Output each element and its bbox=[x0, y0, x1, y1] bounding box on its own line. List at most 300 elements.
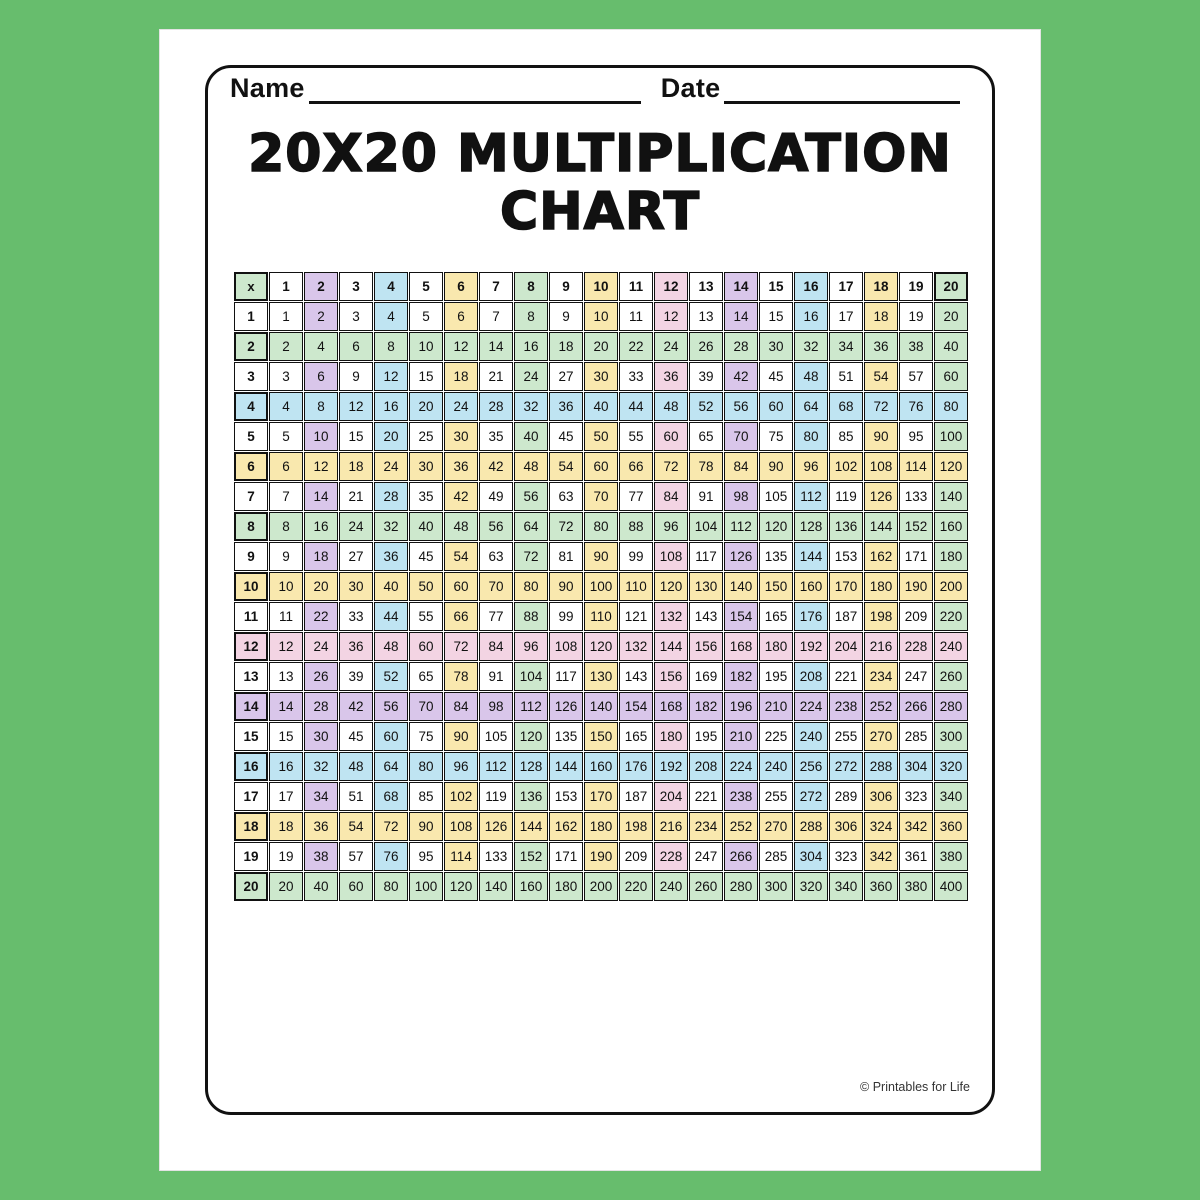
corner-cell: x bbox=[234, 272, 268, 301]
cell-13x16: 208 bbox=[794, 662, 828, 691]
cell-6x8: 48 bbox=[514, 452, 548, 481]
cell-17x11: 187 bbox=[619, 782, 653, 811]
cell-18x6: 108 bbox=[444, 812, 478, 841]
column-header-8: 8 bbox=[514, 272, 548, 301]
cell-20x9: 180 bbox=[549, 872, 583, 901]
cell-14x19: 266 bbox=[899, 692, 933, 721]
cell-9x9: 81 bbox=[549, 542, 583, 571]
cell-5x2: 10 bbox=[304, 422, 338, 451]
cell-19x20: 380 bbox=[934, 842, 968, 871]
cell-8x20: 160 bbox=[934, 512, 968, 541]
cell-1x7: 7 bbox=[479, 302, 513, 331]
cell-5x9: 45 bbox=[549, 422, 583, 451]
credit-text: © Printables for Life bbox=[860, 1080, 970, 1094]
cell-17x19: 323 bbox=[899, 782, 933, 811]
cell-19x8: 152 bbox=[514, 842, 548, 871]
cell-3x5: 15 bbox=[409, 362, 443, 391]
cell-14x8: 112 bbox=[514, 692, 548, 721]
cell-8x16: 128 bbox=[794, 512, 828, 541]
cell-19x15: 285 bbox=[759, 842, 793, 871]
cell-10x14: 140 bbox=[724, 572, 758, 601]
cell-7x10: 70 bbox=[584, 482, 618, 511]
cell-7x16: 112 bbox=[794, 482, 828, 511]
cell-10x15: 150 bbox=[759, 572, 793, 601]
cell-8x5: 40 bbox=[409, 512, 443, 541]
table-row bbox=[234, 332, 968, 361]
cell-20x7: 140 bbox=[479, 872, 513, 901]
cell-19x16: 304 bbox=[794, 842, 828, 871]
row-header-10: 10 bbox=[234, 572, 268, 601]
cell-14x2: 28 bbox=[304, 692, 338, 721]
cell-5x1: 5 bbox=[269, 422, 303, 451]
cell-12x10: 120 bbox=[584, 632, 618, 661]
cell-17x18: 306 bbox=[864, 782, 898, 811]
cell-19x6: 114 bbox=[444, 842, 478, 871]
row-header-11: 11 bbox=[234, 602, 268, 631]
table-row bbox=[234, 602, 968, 631]
cell-12x17: 204 bbox=[829, 632, 863, 661]
column-header-10: 10 bbox=[584, 272, 618, 301]
cell-14x6: 84 bbox=[444, 692, 478, 721]
cell-11x4: 44 bbox=[374, 602, 408, 631]
column-header-17: 17 bbox=[829, 272, 863, 301]
column-header-1: 1 bbox=[269, 272, 303, 301]
cell-12x2: 24 bbox=[304, 632, 338, 661]
cell-10x7: 70 bbox=[479, 572, 513, 601]
cell-5x12: 60 bbox=[654, 422, 688, 451]
cell-6x15: 90 bbox=[759, 452, 793, 481]
cell-6x17: 102 bbox=[829, 452, 863, 481]
cell-8x11: 88 bbox=[619, 512, 653, 541]
cell-18x3: 54 bbox=[339, 812, 373, 841]
cell-2x1: 2 bbox=[269, 332, 303, 361]
cell-8x9: 72 bbox=[549, 512, 583, 541]
table-row bbox=[234, 782, 968, 811]
cell-11x18: 198 bbox=[864, 602, 898, 631]
row-header-4: 4 bbox=[234, 392, 268, 421]
cell-11x6: 66 bbox=[444, 602, 478, 631]
table-header-row bbox=[234, 272, 968, 301]
column-header-19: 19 bbox=[899, 272, 933, 301]
cell-12x12: 144 bbox=[654, 632, 688, 661]
cell-9x15: 135 bbox=[759, 542, 793, 571]
cell-16x5: 80 bbox=[409, 752, 443, 781]
cell-6x13: 78 bbox=[689, 452, 723, 481]
cell-16x15: 240 bbox=[759, 752, 793, 781]
cell-12x16: 192 bbox=[794, 632, 828, 661]
cell-17x20: 340 bbox=[934, 782, 968, 811]
cell-1x10: 10 bbox=[584, 302, 618, 331]
cell-10x19: 190 bbox=[899, 572, 933, 601]
cell-4x14: 56 bbox=[724, 392, 758, 421]
cell-18x13: 234 bbox=[689, 812, 723, 841]
cell-18x20: 360 bbox=[934, 812, 968, 841]
cell-15x4: 60 bbox=[374, 722, 408, 751]
cell-6x9: 54 bbox=[549, 452, 583, 481]
cell-18x9: 162 bbox=[549, 812, 583, 841]
table-row bbox=[234, 452, 968, 481]
cell-7x13: 91 bbox=[689, 482, 723, 511]
row-header-3: 3 bbox=[234, 362, 268, 391]
cell-11x12: 132 bbox=[654, 602, 688, 631]
cell-4x1: 4 bbox=[269, 392, 303, 421]
cell-7x18: 126 bbox=[864, 482, 898, 511]
cell-13x15: 195 bbox=[759, 662, 793, 691]
row-header-1: 1 bbox=[234, 302, 268, 331]
cell-2x14: 28 bbox=[724, 332, 758, 361]
cell-4x5: 20 bbox=[409, 392, 443, 421]
cell-13x19: 247 bbox=[899, 662, 933, 691]
cell-11x16: 176 bbox=[794, 602, 828, 631]
cell-14x20: 280 bbox=[934, 692, 968, 721]
cell-2x7: 14 bbox=[479, 332, 513, 361]
cell-20x5: 100 bbox=[409, 872, 443, 901]
cell-15x2: 30 bbox=[304, 722, 338, 751]
cell-10x4: 40 bbox=[374, 572, 408, 601]
cell-17x7: 119 bbox=[479, 782, 513, 811]
cell-5x14: 70 bbox=[724, 422, 758, 451]
cell-18x15: 270 bbox=[759, 812, 793, 841]
cell-19x14: 266 bbox=[724, 842, 758, 871]
cell-20x20: 400 bbox=[934, 872, 968, 901]
cell-8x3: 24 bbox=[339, 512, 373, 541]
cell-15x11: 165 bbox=[619, 722, 653, 751]
cell-13x2: 26 bbox=[304, 662, 338, 691]
cell-4x16: 64 bbox=[794, 392, 828, 421]
cell-1x2: 2 bbox=[304, 302, 338, 331]
cell-18x16: 288 bbox=[794, 812, 828, 841]
cell-5x13: 65 bbox=[689, 422, 723, 451]
column-header-6: 6 bbox=[444, 272, 478, 301]
page-title bbox=[230, 125, 970, 241]
cell-12x3: 36 bbox=[339, 632, 373, 661]
cell-19x17: 323 bbox=[829, 842, 863, 871]
cell-20x14: 280 bbox=[724, 872, 758, 901]
cell-16x19: 304 bbox=[899, 752, 933, 781]
cell-14x9: 126 bbox=[549, 692, 583, 721]
cell-9x1: 9 bbox=[269, 542, 303, 571]
cell-10x5: 50 bbox=[409, 572, 443, 601]
cell-1x5: 5 bbox=[409, 302, 443, 331]
cell-11x8: 88 bbox=[514, 602, 548, 631]
cell-2x11: 22 bbox=[619, 332, 653, 361]
cell-20x19: 380 bbox=[899, 872, 933, 901]
cell-6x19: 114 bbox=[899, 452, 933, 481]
cell-17x8: 136 bbox=[514, 782, 548, 811]
cell-16x20: 320 bbox=[934, 752, 968, 781]
cell-19x9: 171 bbox=[549, 842, 583, 871]
cell-15x8: 120 bbox=[514, 722, 548, 751]
cell-17x3: 51 bbox=[339, 782, 373, 811]
cell-3x19: 57 bbox=[899, 362, 933, 391]
cell-7x4: 28 bbox=[374, 482, 408, 511]
cell-2x4: 8 bbox=[374, 332, 408, 361]
cell-16x10: 160 bbox=[584, 752, 618, 781]
name-label: Name bbox=[230, 73, 305, 103]
row-header-6: 6 bbox=[234, 452, 268, 481]
cell-8x15: 120 bbox=[759, 512, 793, 541]
cell-2x15: 30 bbox=[759, 332, 793, 361]
cell-9x20: 180 bbox=[934, 542, 968, 571]
cell-4x7: 28 bbox=[479, 392, 513, 421]
cell-18x5: 90 bbox=[409, 812, 443, 841]
cell-19x1: 19 bbox=[269, 842, 303, 871]
table-row bbox=[234, 572, 968, 601]
cell-7x1: 7 bbox=[269, 482, 303, 511]
name-input-line[interactable] bbox=[309, 100, 641, 104]
column-header-7: 7 bbox=[479, 272, 513, 301]
column-header-18: 18 bbox=[864, 272, 898, 301]
cell-19x3: 57 bbox=[339, 842, 373, 871]
cell-7x11: 77 bbox=[619, 482, 653, 511]
cell-12x19: 228 bbox=[899, 632, 933, 661]
cell-15x13: 195 bbox=[689, 722, 723, 751]
cell-7x20: 140 bbox=[934, 482, 968, 511]
cell-13x6: 78 bbox=[444, 662, 478, 691]
cell-11x3: 33 bbox=[339, 602, 373, 631]
cell-16x7: 112 bbox=[479, 752, 513, 781]
cell-10x10: 100 bbox=[584, 572, 618, 601]
cell-12x18: 216 bbox=[864, 632, 898, 661]
cell-3x1: 3 bbox=[269, 362, 303, 391]
cell-15x6: 90 bbox=[444, 722, 478, 751]
cell-2x6: 12 bbox=[444, 332, 478, 361]
cell-9x13: 117 bbox=[689, 542, 723, 571]
name-date-row bbox=[230, 75, 970, 104]
cell-20x1: 20 bbox=[269, 872, 303, 901]
cell-8x6: 48 bbox=[444, 512, 478, 541]
cell-14x5: 70 bbox=[409, 692, 443, 721]
cell-16x9: 144 bbox=[549, 752, 583, 781]
cell-8x12: 96 bbox=[654, 512, 688, 541]
cell-9x14: 126 bbox=[724, 542, 758, 571]
table-row bbox=[234, 812, 968, 841]
cell-13x8: 104 bbox=[514, 662, 548, 691]
cell-1x18: 18 bbox=[864, 302, 898, 331]
cell-1x12: 12 bbox=[654, 302, 688, 331]
cell-9x5: 45 bbox=[409, 542, 443, 571]
cell-13x14: 182 bbox=[724, 662, 758, 691]
cell-15x20: 300 bbox=[934, 722, 968, 751]
cell-19x7: 133 bbox=[479, 842, 513, 871]
column-header-13: 13 bbox=[689, 272, 723, 301]
cell-2x5: 10 bbox=[409, 332, 443, 361]
cell-4x19: 76 bbox=[899, 392, 933, 421]
cell-13x13: 169 bbox=[689, 662, 723, 691]
cell-3x15: 45 bbox=[759, 362, 793, 391]
cell-9x8: 72 bbox=[514, 542, 548, 571]
table-row bbox=[234, 752, 968, 781]
cell-8x7: 56 bbox=[479, 512, 513, 541]
cell-15x9: 135 bbox=[549, 722, 583, 751]
cell-1x13: 13 bbox=[689, 302, 723, 331]
cell-2x9: 18 bbox=[549, 332, 583, 361]
cell-1x6: 6 bbox=[444, 302, 478, 331]
cell-15x19: 285 bbox=[899, 722, 933, 751]
cell-13x7: 91 bbox=[479, 662, 513, 691]
cell-3x11: 33 bbox=[619, 362, 653, 391]
column-header-14: 14 bbox=[724, 272, 758, 301]
cell-12x6: 72 bbox=[444, 632, 478, 661]
cell-18x7: 126 bbox=[479, 812, 513, 841]
cell-6x2: 12 bbox=[304, 452, 338, 481]
cell-17x15: 255 bbox=[759, 782, 793, 811]
cell-4x4: 16 bbox=[374, 392, 408, 421]
cell-6x11: 66 bbox=[619, 452, 653, 481]
cell-11x7: 77 bbox=[479, 602, 513, 631]
cell-11x9: 99 bbox=[549, 602, 583, 631]
cell-15x15: 225 bbox=[759, 722, 793, 751]
cell-4x2: 8 bbox=[304, 392, 338, 421]
cell-17x17: 289 bbox=[829, 782, 863, 811]
cell-20x10: 200 bbox=[584, 872, 618, 901]
cell-5x10: 50 bbox=[584, 422, 618, 451]
cell-19x12: 228 bbox=[654, 842, 688, 871]
row-header-14: 14 bbox=[234, 692, 268, 721]
cell-10x16: 160 bbox=[794, 572, 828, 601]
date-input-line[interactable] bbox=[724, 100, 960, 104]
table-row bbox=[234, 692, 968, 721]
cell-9x17: 153 bbox=[829, 542, 863, 571]
cell-10x20: 200 bbox=[934, 572, 968, 601]
cell-11x1: 11 bbox=[269, 602, 303, 631]
table-row bbox=[234, 512, 968, 541]
cell-14x14: 196 bbox=[724, 692, 758, 721]
cell-15x14: 210 bbox=[724, 722, 758, 751]
cell-2x19: 38 bbox=[899, 332, 933, 361]
cell-3x6: 18 bbox=[444, 362, 478, 391]
cell-10x9: 90 bbox=[549, 572, 583, 601]
cell-8x18: 144 bbox=[864, 512, 898, 541]
cell-5x18: 90 bbox=[864, 422, 898, 451]
cell-20x8: 160 bbox=[514, 872, 548, 901]
row-header-7: 7 bbox=[234, 482, 268, 511]
cell-17x2: 34 bbox=[304, 782, 338, 811]
table-row bbox=[234, 842, 968, 871]
cell-14x17: 238 bbox=[829, 692, 863, 721]
cell-2x18: 36 bbox=[864, 332, 898, 361]
cell-11x17: 187 bbox=[829, 602, 863, 631]
cell-13x17: 221 bbox=[829, 662, 863, 691]
cell-11x2: 22 bbox=[304, 602, 338, 631]
cell-8x14: 112 bbox=[724, 512, 758, 541]
cell-4x17: 68 bbox=[829, 392, 863, 421]
multiplication-table bbox=[233, 271, 969, 902]
column-header-12: 12 bbox=[654, 272, 688, 301]
cell-3x2: 6 bbox=[304, 362, 338, 391]
cell-3x13: 39 bbox=[689, 362, 723, 391]
cell-3x8: 24 bbox=[514, 362, 548, 391]
cell-19x13: 247 bbox=[689, 842, 723, 871]
column-header-16: 16 bbox=[794, 272, 828, 301]
cell-11x14: 154 bbox=[724, 602, 758, 631]
cell-20x13: 260 bbox=[689, 872, 723, 901]
cell-5x5: 25 bbox=[409, 422, 443, 451]
cell-7x19: 133 bbox=[899, 482, 933, 511]
table-row bbox=[234, 632, 968, 661]
cell-16x13: 208 bbox=[689, 752, 723, 781]
column-header-3: 3 bbox=[339, 272, 373, 301]
table-row bbox=[234, 722, 968, 751]
cell-11x5: 55 bbox=[409, 602, 443, 631]
cell-12x14: 168 bbox=[724, 632, 758, 661]
cell-5x4: 20 bbox=[374, 422, 408, 451]
multiplication-grid bbox=[233, 271, 973, 902]
cell-20x3: 60 bbox=[339, 872, 373, 901]
cell-2x13: 26 bbox=[689, 332, 723, 361]
cell-18x14: 252 bbox=[724, 812, 758, 841]
cell-7x2: 14 bbox=[304, 482, 338, 511]
cell-14x7: 98 bbox=[479, 692, 513, 721]
cell-16x17: 272 bbox=[829, 752, 863, 781]
cell-10x2: 20 bbox=[304, 572, 338, 601]
cell-14x10: 140 bbox=[584, 692, 618, 721]
cell-16x18: 288 bbox=[864, 752, 898, 781]
cell-14x1: 14 bbox=[269, 692, 303, 721]
cell-16x12: 192 bbox=[654, 752, 688, 781]
cell-9x3: 27 bbox=[339, 542, 373, 571]
table-row bbox=[234, 482, 968, 511]
cell-6x20: 120 bbox=[934, 452, 968, 481]
cell-3x10: 30 bbox=[584, 362, 618, 391]
cell-12x9: 108 bbox=[549, 632, 583, 661]
cell-3x3: 9 bbox=[339, 362, 373, 391]
cell-20x11: 220 bbox=[619, 872, 653, 901]
cell-5x3: 15 bbox=[339, 422, 373, 451]
cell-18x10: 180 bbox=[584, 812, 618, 841]
cell-13x10: 130 bbox=[584, 662, 618, 691]
cell-5x6: 30 bbox=[444, 422, 478, 451]
cell-1x15: 15 bbox=[759, 302, 793, 331]
cell-9x19: 171 bbox=[899, 542, 933, 571]
cell-20x2: 40 bbox=[304, 872, 338, 901]
cell-3x7: 21 bbox=[479, 362, 513, 391]
table-row bbox=[234, 362, 968, 391]
cell-20x6: 120 bbox=[444, 872, 478, 901]
worksheet-page bbox=[160, 30, 1040, 1170]
cell-20x4: 80 bbox=[374, 872, 408, 901]
cell-8x2: 16 bbox=[304, 512, 338, 541]
column-header-4: 4 bbox=[374, 272, 408, 301]
cell-19x18: 342 bbox=[864, 842, 898, 871]
cell-1x4: 4 bbox=[374, 302, 408, 331]
cell-12x4: 48 bbox=[374, 632, 408, 661]
cell-3x12: 36 bbox=[654, 362, 688, 391]
cell-6x10: 60 bbox=[584, 452, 618, 481]
column-header-5: 5 bbox=[409, 272, 443, 301]
cell-11x10: 110 bbox=[584, 602, 618, 631]
cell-5x8: 40 bbox=[514, 422, 548, 451]
cell-16x16: 256 bbox=[794, 752, 828, 781]
cell-19x2: 38 bbox=[304, 842, 338, 871]
table-row bbox=[234, 392, 968, 421]
table-row bbox=[234, 662, 968, 691]
date-label: Date bbox=[660, 73, 721, 103]
cell-7x3: 21 bbox=[339, 482, 373, 511]
cell-15x1: 15 bbox=[269, 722, 303, 751]
cell-9x18: 162 bbox=[864, 542, 898, 571]
cell-5x11: 55 bbox=[619, 422, 653, 451]
cell-2x20: 40 bbox=[934, 332, 968, 361]
cell-1x19: 19 bbox=[899, 302, 933, 331]
cell-6x3: 18 bbox=[339, 452, 373, 481]
cell-3x20: 60 bbox=[934, 362, 968, 391]
cell-17x1: 17 bbox=[269, 782, 303, 811]
cell-1x3: 3 bbox=[339, 302, 373, 331]
cell-13x3: 39 bbox=[339, 662, 373, 691]
cell-15x7: 105 bbox=[479, 722, 513, 751]
cell-16x6: 96 bbox=[444, 752, 478, 781]
